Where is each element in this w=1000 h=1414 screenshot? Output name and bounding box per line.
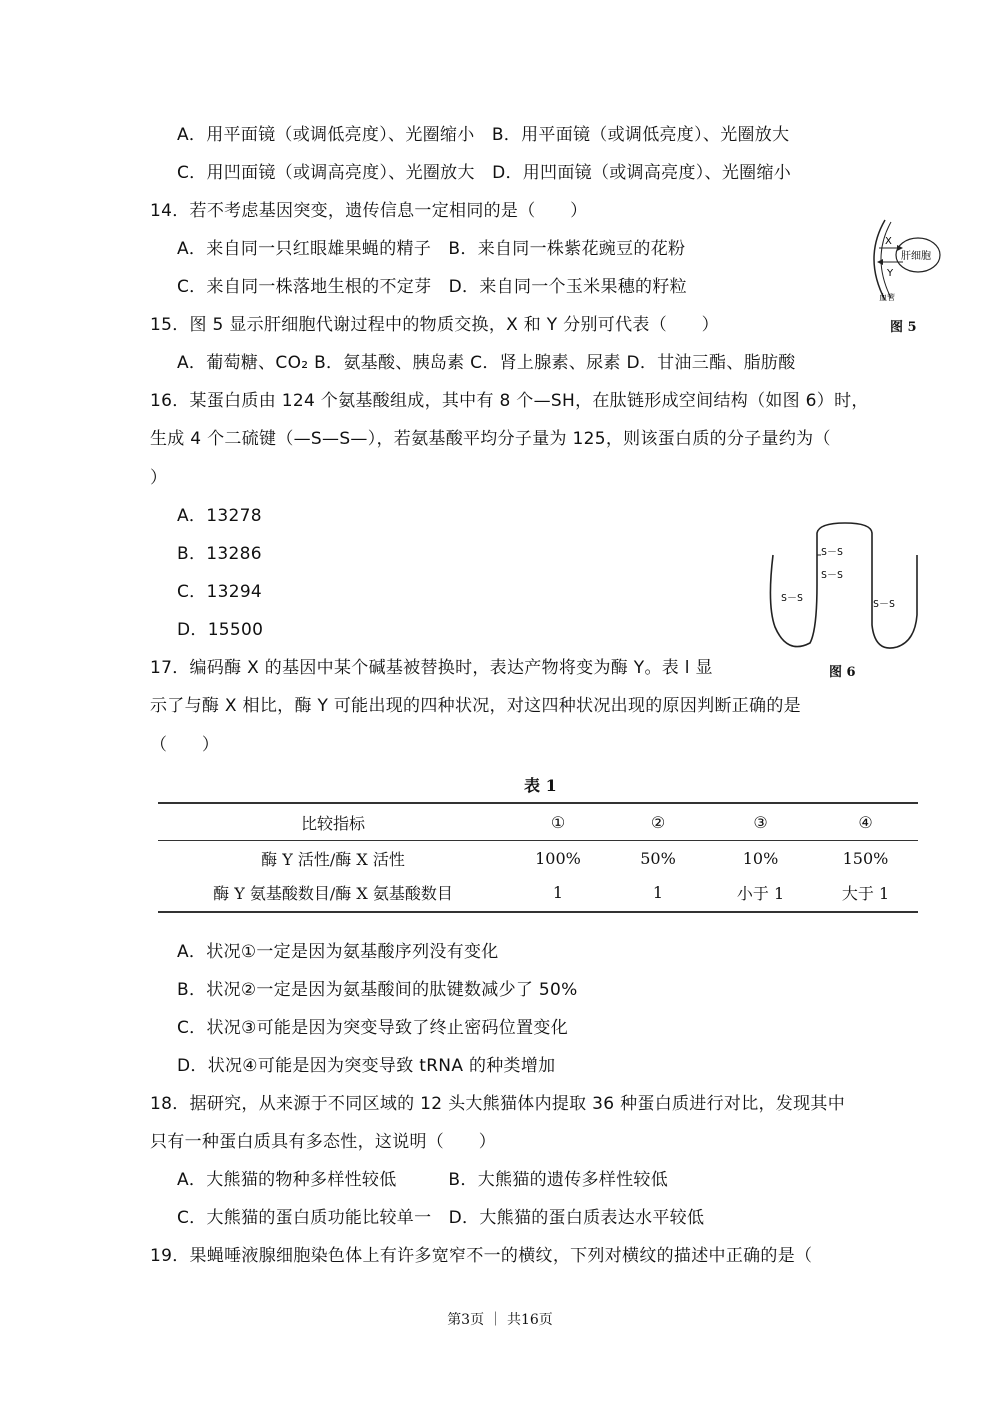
q16-option-c: C．13294: [177, 582, 263, 602]
q17-stem-line3: （ ）: [150, 735, 220, 755]
q15-stem: 15．图 5 显示肝细胞代谢过程中的物质交换，X 和 Y 分别可代表（ ）: [150, 315, 719, 335]
q14-options-line2: C．来自同一株落地生根的不定芽 D．来自同一个玉米果穗的籽粒: [177, 277, 687, 297]
fig5-y-label: Y: [887, 268, 894, 279]
table1: [158, 804, 918, 909]
table1-title: 表 1: [524, 776, 557, 795]
q17-option-c: C．状况③可能是因为突变导致了终止密码位置变化: [177, 1018, 569, 1038]
q16-option-a: A．13278: [177, 506, 262, 526]
table1-bottom-rule: [158, 911, 918, 913]
q17-stem-line1: 17．编码酶 X 的基因中某个碱基被替换时，表达产物将变为酶 Y。表 l 显: [150, 658, 713, 678]
table1-row2-c1: 1: [552, 882, 564, 902]
fig5-vessel-label: 血管: [879, 293, 895, 302]
q17-stem-line2: 示了与酶 X 相比，酶 Y 可能出现的四种状况，对这四种状况出现的原因判断正确的是: [150, 696, 801, 716]
table1-row2-c3: 小于 1: [736, 883, 785, 903]
q13-options-line2: C．用凹面镜（或调高亮度）、光圈放大 D．用凹面镜（或调高亮度）、光圈缩小: [177, 163, 792, 183]
fig6-bond-4: S－S: [873, 599, 896, 610]
q17-option-b: B．状况②一定是因为氨基酸间的肽键数减少了 50%: [177, 980, 578, 1000]
table1-row2-label: 酶 Y 氨基酸数目/酶 X 氨基酸数目: [213, 883, 453, 903]
table1-row1-label: 酶 Y 活性/酶 X 活性: [261, 849, 405, 869]
q17-option-d: D．状况④可能是因为突变导致 tRNA 的种类增加: [177, 1056, 556, 1076]
q18-stem-line1: 18．据研究，从来源于不同区域的 12 头大熊猫体内提取 36 种蛋白质进行对比，发现其中: [150, 1094, 846, 1114]
q17-option-a: A．状况①一定是因为氨基酸序列没有变化: [177, 942, 499, 962]
table1-row1-c1: 100%: [535, 848, 581, 868]
fig6-caption: 图 6: [829, 665, 856, 680]
table-row: [158, 841, 918, 876]
table1-header-3: ③: [708, 804, 813, 841]
table1-row1-c3: 10%: [742, 848, 779, 868]
table1-row2-c4: 大于 1: [841, 883, 890, 903]
fig5-x-label: X: [885, 236, 892, 247]
fig6-bond-3: S－S: [781, 593, 804, 604]
table1-header-2: ②: [608, 804, 708, 841]
q15-options: A．葡萄糖、CO₂ B．氨基酸、胰岛素 C．肾上腺素、尿素 D．甘油三酯、脂肪酸: [177, 353, 796, 373]
table1-header-1: ①: [508, 804, 608, 841]
q14-options-line1: A．来自同一只红眼雄果蝇的精子 B．来自同一株紫花豌豆的花粉: [177, 239, 686, 259]
fig5-caption: 图 5: [890, 320, 917, 335]
table1-row1-c4: 150%: [842, 848, 889, 868]
table-row: [158, 875, 918, 909]
q18-options-line2: C．大熊猫的蛋白质功能比较单一 D．大熊猫的蛋白质表达水平较低: [177, 1208, 705, 1228]
q16-stem-line1: 16．某蛋白质由 124 个氨基酸组成，其中有 8 个—SH，在肽链形成空间结构（如图 6）时，: [150, 391, 869, 411]
q13-options-line1: A．用平面镜（或调低亮度）、光圈缩小 B．用平面镜（或调低亮度）、光圈放大: [177, 125, 790, 145]
q14-stem: 14．若不考虑基因突变，遗传信息一定相同的是（ ）: [150, 201, 588, 221]
table1-row2-c2: 1: [652, 882, 664, 902]
fig6-bond-1: S－S: [821, 547, 844, 558]
table1-header-row: [158, 804, 918, 841]
q16-option-d: D．15500: [177, 620, 264, 640]
q16-option-b: B．13286: [177, 544, 262, 564]
figure-5: [855, 218, 945, 318]
q18-stem-line2: 只有一种蛋白质具有多态性，这说明（ ）: [150, 1132, 496, 1152]
table1-header-4: ④: [813, 804, 918, 841]
fig5-cell-label: 肝细胞: [901, 251, 931, 262]
figure-6: [765, 515, 925, 655]
page-footer: 第3页 ｜ 共16页: [447, 1312, 553, 1328]
q16-stem-line2: 生成 4 个二硫键（—S—S—），若氨基酸平均分子量为 125，则该蛋白质的分子量约为（: [150, 429, 831, 449]
table1-row1-c2: 50%: [640, 848, 676, 868]
q19-stem: 19．果蝇唾液腺细胞染色体上有许多宽窄不一的横纹，下列对横纹的描述中正确的是（: [150, 1246, 813, 1266]
q16-stem-line3: ）: [150, 468, 168, 488]
table1-header-indicator: 比较指标: [158, 804, 508, 841]
fig6-bond-2: S－S: [821, 570, 844, 581]
q18-options-line1: A．大熊猫的物种多样性较低 B．大熊猫的遗传多样性较低: [177, 1170, 668, 1190]
